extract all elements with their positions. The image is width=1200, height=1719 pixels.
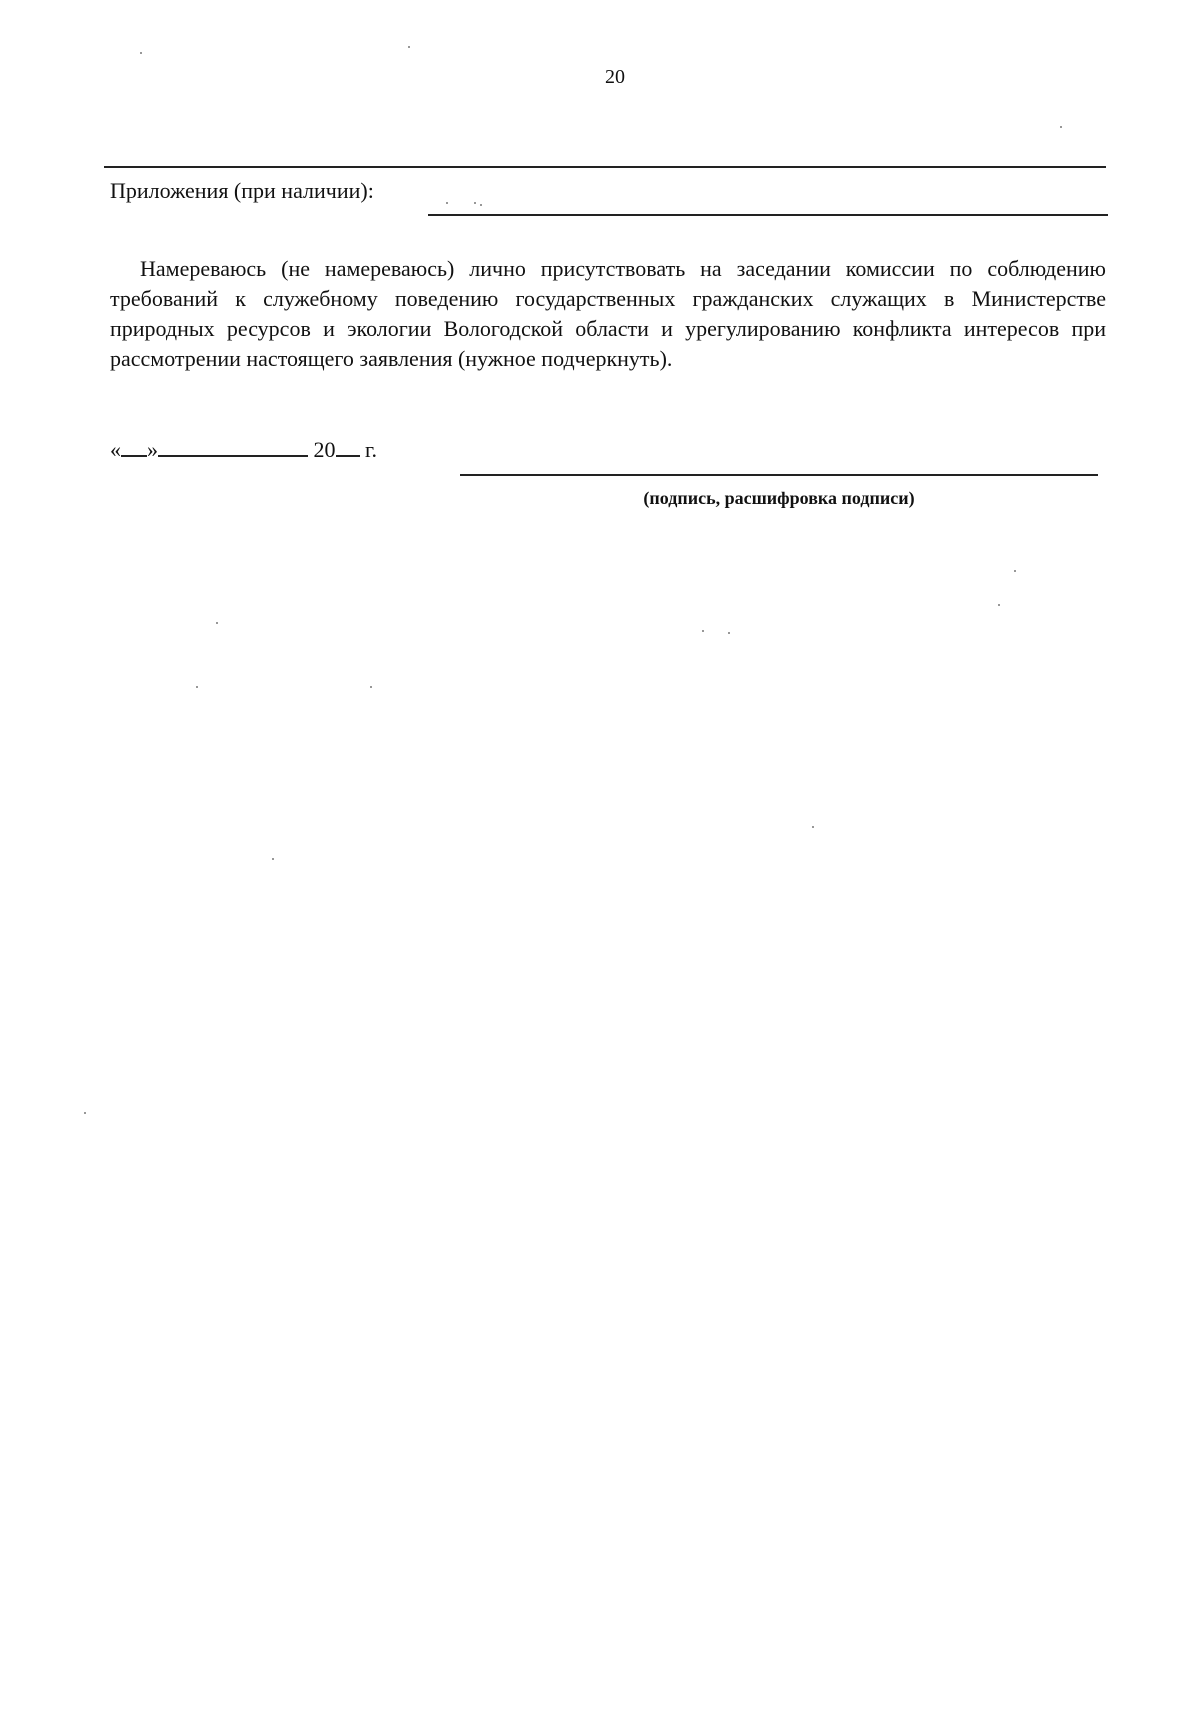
scan-speck [140,52,142,54]
attachments-label: Приложения (при наличии): [110,178,374,203]
year-blank[interactable] [336,435,360,457]
scan-speck [84,1112,86,1114]
year-suffix: г. [365,437,378,462]
scan-speck [998,604,1000,606]
month-blank[interactable] [158,435,308,457]
date-open-quote: « [110,437,121,462]
date-close-quote: » [147,437,158,462]
attachments-blank-line[interactable] [428,214,1108,216]
scan-speck [480,204,482,206]
day-blank[interactable] [121,435,147,457]
scan-speck [216,622,218,624]
scan-speck [728,632,730,634]
scan-speck [474,202,476,204]
scan-speck [370,686,372,688]
scan-speck [1060,126,1062,128]
date-field [110,435,377,463]
page-number: 20 [605,66,625,88]
top-rule [104,166,1106,168]
signature-line[interactable] [460,474,1098,476]
year-prefix: 20 [313,437,336,462]
attendance-intent-paragraph: Намереваюсь (не намереваюсь) лично присутствовать на заседании комиссии по соблюдению требований к служебному поведению государственных гражданских служащих в Министерстве природных ресурсов и экологии Вологодской области и урегулированию конфликта интересов при рассмотрении настоящего заявления (нужное подчеркнуть). [110,256,1106,371]
scan-speck [1014,570,1016,572]
scan-speck [196,686,198,688]
scan-speck [272,858,274,860]
signature-caption: (подпись, расшифровка подписи) [643,488,915,508]
scan-speck [408,46,410,48]
scan-speck [812,826,814,828]
scan-speck [702,630,704,632]
scan-speck [446,202,448,204]
